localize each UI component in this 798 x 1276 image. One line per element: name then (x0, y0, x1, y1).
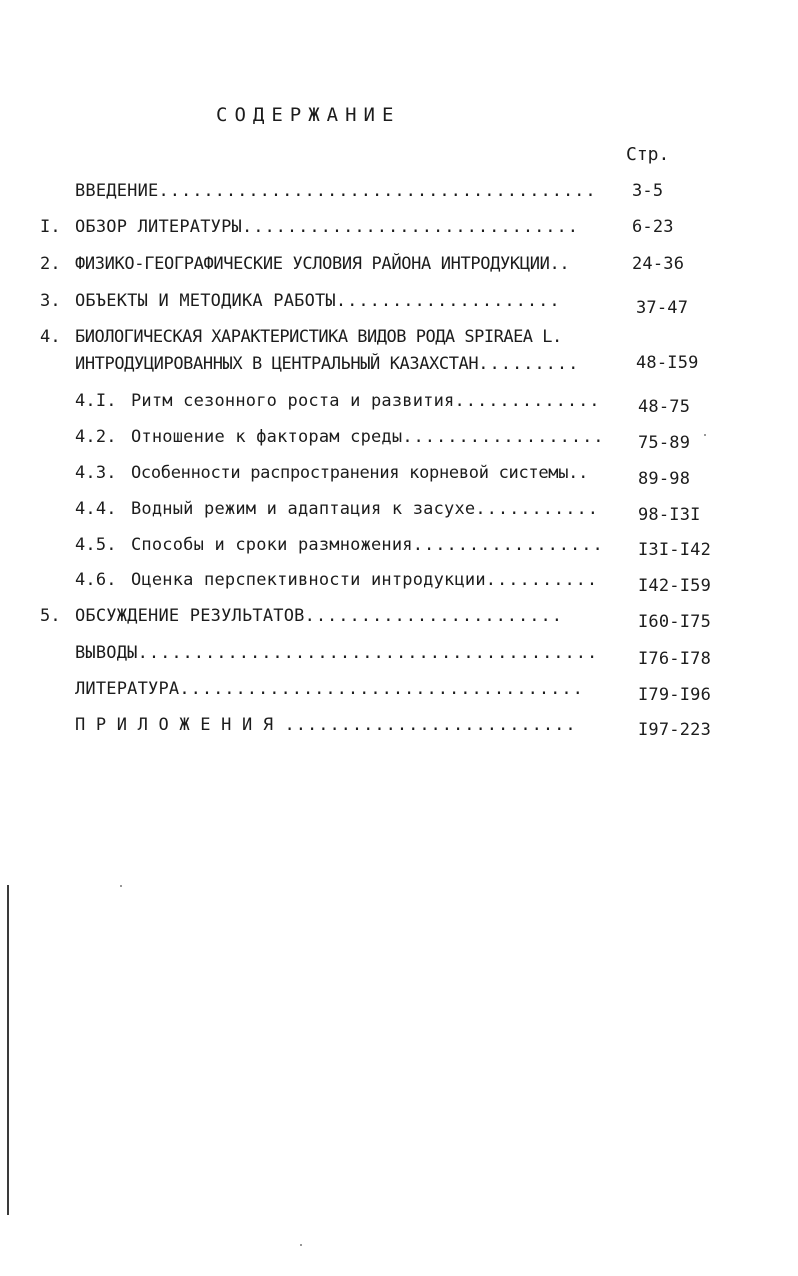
toc-entry-pages: I76-I78 (638, 649, 712, 669)
toc-leader-dots: .......... (485, 570, 599, 590)
toc-entry-environment-factors (131, 427, 605, 447)
toc-entry-text: ИНТРОДУЦИРОВАННЫХ В ЦЕНТРАЛЬНЫЙ КАЗАХСТАН (75, 354, 479, 374)
toc-entry-number: 4.4. (75, 499, 117, 519)
toc-leader-dots: ......... (478, 354, 580, 374)
toc-entry-number: 3. (40, 291, 61, 311)
toc-leader-dots: .................. (402, 427, 605, 447)
toc-entry-pages: 6-23 (632, 217, 674, 237)
toc-entry-references (75, 679, 584, 699)
toc-entry-biological-characteristics (75, 327, 562, 347)
toc-entry-appendices (75, 715, 577, 735)
page-title: СОДЕРЖАНИЕ (216, 104, 401, 126)
toc-entry-pages: I42-I59 (638, 576, 712, 596)
toc-entry-text: П Р И Л О Ж Е Н И Я (75, 715, 274, 735)
toc-entry-text: Особенности распространения корневой системы.. (131, 463, 589, 483)
toc-entry-pages: I3I-I42 (638, 540, 712, 560)
toc-leader-dots: ....................... (304, 606, 563, 626)
toc-entry-introduction (75, 181, 597, 201)
toc-leader-dots: ......................................... (137, 643, 599, 663)
toc-leader-dots: .......................... (273, 715, 577, 735)
toc-entry-pages: 75-89 (638, 433, 691, 453)
toc-entry-conclusions (75, 643, 598, 663)
toc-entry-text: ОБЪЕКТЫ И МЕТОДИКА РАБОТЫ (75, 291, 336, 311)
toc-entry-literature-review (75, 217, 579, 237)
toc-entry-number: 4.3. (75, 463, 117, 483)
toc-entry-text: Водный режим и адаптация к засухе (131, 499, 476, 519)
toc-entry-water-regime (131, 499, 599, 519)
toc-entry-introduced-kazakhstan (75, 354, 579, 374)
toc-entry-pages: 37-47 (636, 298, 689, 318)
toc-leader-dots: .................................... (179, 679, 584, 699)
toc-entry-pages: 89-98 (638, 469, 691, 489)
toc-entry-root-system (131, 463, 588, 483)
toc-entry-pages: 3-5 (632, 181, 664, 201)
toc-entry-text: Ритм сезонного роста и развития (131, 391, 455, 411)
toc-entry-physiographic-conditions (75, 254, 569, 274)
toc-entry-text: Способы и сроки размножения (131, 535, 413, 555)
toc-entry-pages: 98-I3I (638, 505, 701, 525)
toc-entry-text: ОБСУЖДЕНИЕ РЕЗУЛЬТАТОВ (75, 606, 305, 626)
toc-leader-dots: ........... (475, 499, 599, 519)
toc-entry-number: I. (40, 217, 61, 237)
toc-entry-text: Оценка перспективности интродукции (131, 570, 486, 590)
toc-entry-text: ФИЗИКО-ГЕОГРАФИЧЕСКИЕ УСЛОВИЯ РАЙОНА ИНТРОДУКЦИИ.. (75, 254, 570, 274)
toc-entry-propagation (131, 535, 604, 555)
toc-entry-number: 4.6. (75, 570, 117, 590)
toc-entry-number: 4.2. (75, 427, 117, 447)
scan-speck (120, 885, 122, 887)
toc-entry-pages: I60-I75 (638, 612, 712, 632)
scan-speck (300, 1244, 302, 1246)
toc-entry-pages: 24-36 (632, 254, 685, 274)
toc-leader-dots: .............................. (241, 217, 580, 237)
toc-entry-text: ВВЕДЕНИЕ (75, 181, 159, 201)
scan-edge-line (7, 885, 9, 1215)
toc-entry-text: ВЫВОДЫ (75, 643, 138, 663)
toc-entry-objects-methods (75, 291, 561, 311)
toc-leader-dots: ................. (412, 535, 604, 555)
toc-entry-seasonal-rhythm (131, 391, 601, 411)
toc-entry-pages: 48-I59 (636, 353, 699, 373)
toc-entry-text: ЛИТЕРАТУРА (75, 679, 180, 699)
toc-leader-dots: ............. (454, 391, 601, 411)
toc-leader-dots: ....................................... (158, 181, 597, 201)
toc-entry-number: 5. (40, 606, 61, 626)
toc-leader-dots: .................... (335, 291, 561, 311)
toc-entry-text: БИОЛОГИЧЕСКАЯ ХАРАКТЕРИСТИКА ВИДОВ РОДА SPIRAEA L. (75, 327, 562, 347)
toc-entry-prospects-assessment (131, 570, 598, 590)
toc-entry-pages: 48-75 (638, 397, 691, 417)
scan-speck (704, 434, 706, 436)
toc-entry-pages: I79-I96 (638, 685, 712, 705)
toc-entry-text: ОБЗОР ЛИТЕРАТУРЫ (75, 217, 242, 237)
page-column-label: Стр. (626, 144, 670, 165)
toc-entry-number: 4.5. (75, 535, 117, 555)
toc-entry-text: Отношение к факторам среды (131, 427, 403, 447)
toc-entry-discussion (75, 606, 563, 626)
toc-entry-number: 2. (40, 254, 61, 274)
toc-entry-pages: I97-223 (638, 720, 712, 740)
toc-entry-number: 4.I. (75, 391, 117, 411)
toc-entry-number: 4. (40, 327, 61, 347)
